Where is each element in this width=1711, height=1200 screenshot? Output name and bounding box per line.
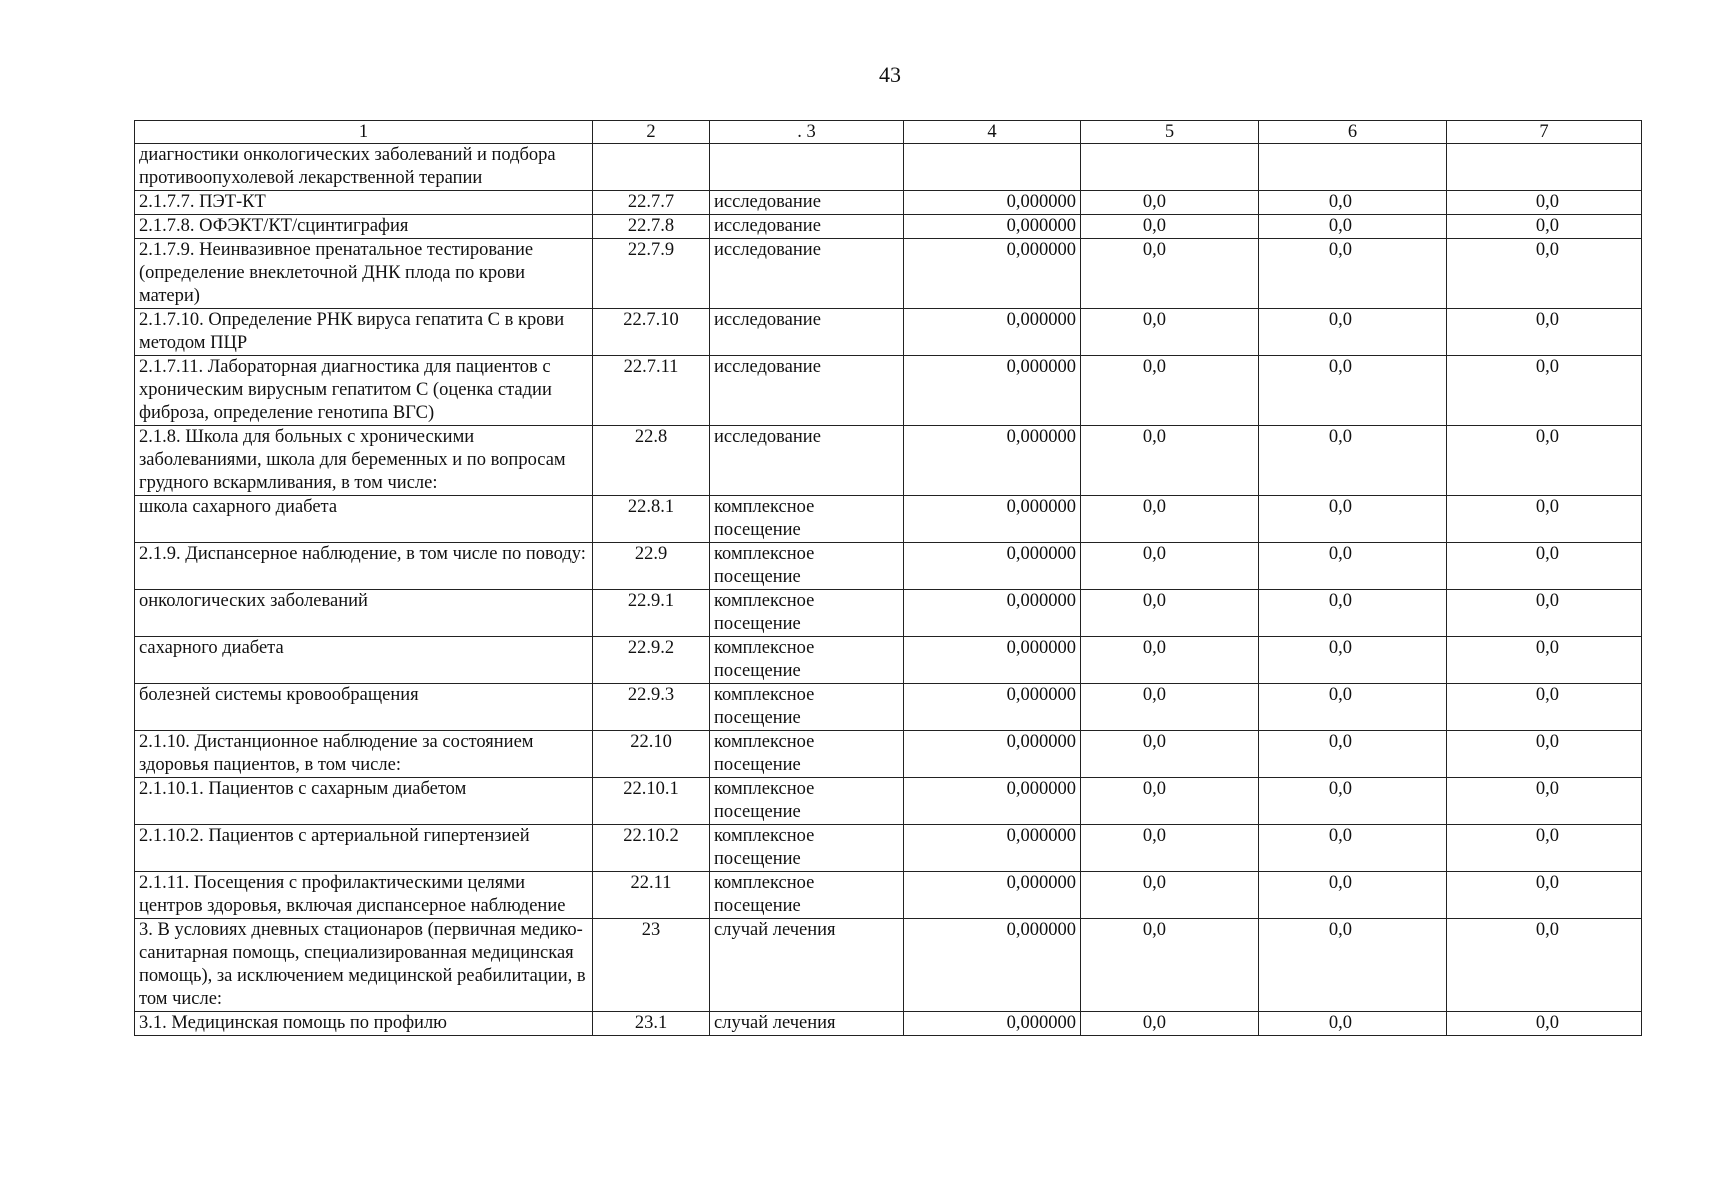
row-unit-cell: исследование: [710, 215, 904, 239]
row-value-col4-cell: 0,000000: [904, 309, 1081, 356]
row-code-cell: 22.10.1: [593, 778, 710, 825]
column-header: 7: [1447, 121, 1642, 144]
row-value-col6-cell: 0,0: [1259, 778, 1447, 825]
row-name-cell: 3. В условиях дневных стационаров (первичная медико-санитарная помощь, специализированная медицинская помощь), за исключением медицинской реабилитации, в том числе:: [135, 919, 593, 1012]
row-value-col5-cell: 0,0: [1081, 191, 1259, 215]
row-value-col6-cell: 0,0: [1259, 426, 1447, 496]
table-row: [135, 825, 1642, 872]
row-value-col6-cell: 0,0: [1259, 239, 1447, 309]
row-unit-cell: исследование: [710, 309, 904, 356]
row-value-col7-cell: 0,0: [1447, 590, 1642, 637]
row-name-cell: сахарного диабета: [135, 637, 593, 684]
row-value-col5-cell: 0,0: [1081, 684, 1259, 731]
row-name-cell: школа сахарного диабета: [135, 496, 593, 543]
table-row: [135, 1012, 1642, 1036]
row-code-cell: 22.9: [593, 543, 710, 590]
row-value-col6-cell: 0,0: [1259, 872, 1447, 919]
row-code-cell: 22.10: [593, 731, 710, 778]
row-code-cell: 22.7.11: [593, 356, 710, 426]
row-value-col7-cell: 0,0: [1447, 496, 1642, 543]
row-value-col4-cell: 0,000000: [904, 590, 1081, 637]
row-value-col6-cell: 0,0: [1259, 637, 1447, 684]
column-header: 5: [1081, 121, 1259, 144]
row-value-col5-cell: 0,0: [1081, 309, 1259, 356]
row-value-col5-cell: [1081, 144, 1259, 191]
table-row: [135, 191, 1642, 215]
row-name-cell: 2.1.7.11. Лабораторная диагностика для пациентов с хроническим вирусным гепатитом С (оценка стадии фиброза, определение генотипа ВГС): [135, 356, 593, 426]
row-value-col7-cell: 0,0: [1447, 778, 1642, 825]
row-value-col6-cell: 0,0: [1259, 191, 1447, 215]
row-value-col7-cell: 0,0: [1447, 637, 1642, 684]
row-code-cell: 22.8.1: [593, 496, 710, 543]
row-code-cell: 22.7.8: [593, 215, 710, 239]
row-value-col7-cell: 0,0: [1447, 684, 1642, 731]
table-row: [135, 543, 1642, 590]
row-unit-cell: комплексное посещение: [710, 778, 904, 825]
row-unit-cell: комплексное посещение: [710, 872, 904, 919]
table-row: [135, 144, 1642, 191]
row-value-col4-cell: 0,000000: [904, 778, 1081, 825]
row-value-col7-cell: 0,0: [1447, 872, 1642, 919]
table-row: [135, 637, 1642, 684]
row-name-cell: диагностики онкологических заболеваний и подбора противоопухолевой лекарственной терапии: [135, 144, 593, 191]
row-unit-cell: случай лечения: [710, 919, 904, 1012]
row-unit-cell: комплексное посещение: [710, 684, 904, 731]
row-value-col5-cell: 0,0: [1081, 825, 1259, 872]
row-value-col7-cell: 0,0: [1447, 731, 1642, 778]
row-value-col4-cell: 0,000000: [904, 637, 1081, 684]
row-value-col7-cell: 0,0: [1447, 191, 1642, 215]
row-value-col4-cell: 0,000000: [904, 239, 1081, 309]
row-unit-cell: [710, 144, 904, 191]
row-value-col4-cell: 0,000000: [904, 426, 1081, 496]
row-value-col7-cell: 0,0: [1447, 426, 1642, 496]
row-value-col5-cell: 0,0: [1081, 239, 1259, 309]
row-code-cell: 23.1: [593, 1012, 710, 1036]
row-value-col4-cell: 0,000000: [904, 919, 1081, 1012]
row-unit-cell: исследование: [710, 239, 904, 309]
row-value-col5-cell: 0,0: [1081, 872, 1259, 919]
row-code-cell: 22.9.2: [593, 637, 710, 684]
row-unit-cell: комплексное посещение: [710, 543, 904, 590]
row-value-col4-cell: 0,000000: [904, 356, 1081, 426]
column-header: 6: [1259, 121, 1447, 144]
row-value-col4-cell: [904, 144, 1081, 191]
row-value-col4-cell: 0,000000: [904, 215, 1081, 239]
row-value-col6-cell: 0,0: [1259, 684, 1447, 731]
column-header: 2: [593, 121, 710, 144]
row-value-col7-cell: 0,0: [1447, 356, 1642, 426]
row-name-cell: 2.1.10.1. Пациентов с сахарным диабетом: [135, 778, 593, 825]
row-value-col5-cell: 0,0: [1081, 1012, 1259, 1036]
row-value-col7-cell: 0,0: [1447, 919, 1642, 1012]
row-value-col6-cell: 0,0: [1259, 1012, 1447, 1036]
row-value-col5-cell: 0,0: [1081, 919, 1259, 1012]
row-value-col4-cell: 0,000000: [904, 731, 1081, 778]
row-unit-cell: комплексное посещение: [710, 825, 904, 872]
row-value-col6-cell: 0,0: [1259, 919, 1447, 1012]
row-value-col6-cell: 0,0: [1259, 590, 1447, 637]
row-unit-cell: комплексное посещение: [710, 590, 904, 637]
row-name-cell: онкологических заболеваний: [135, 590, 593, 637]
table-row: [135, 356, 1642, 426]
table-row: [135, 731, 1642, 778]
row-name-cell: 2.1.10. Дистанционное наблюдение за состоянием здоровья пациентов, в том числе:: [135, 731, 593, 778]
table-row: [135, 684, 1642, 731]
row-unit-cell: комплексное посещение: [710, 637, 904, 684]
row-value-col5-cell: 0,0: [1081, 778, 1259, 825]
row-code-cell: 22.9.3: [593, 684, 710, 731]
row-value-col5-cell: 0,0: [1081, 590, 1259, 637]
row-value-col6-cell: 0,0: [1259, 543, 1447, 590]
row-value-col5-cell: 0,0: [1081, 637, 1259, 684]
row-code-cell: 22.10.2: [593, 825, 710, 872]
row-value-col5-cell: 0,0: [1081, 543, 1259, 590]
column-header: 4: [904, 121, 1081, 144]
row-value-col7-cell: 0,0: [1447, 825, 1642, 872]
row-value-col4-cell: 0,000000: [904, 191, 1081, 215]
row-code-cell: 22.7.7: [593, 191, 710, 215]
row-value-col6-cell: 0,0: [1259, 309, 1447, 356]
table-row: [135, 872, 1642, 919]
row-value-col7-cell: 0,0: [1447, 309, 1642, 356]
row-name-cell: 2.1.9. Диспансерное наблюдение, в том числе по поводу:: [135, 543, 593, 590]
row-value-col7-cell: 0,0: [1447, 239, 1642, 309]
row-name-cell: болезней системы кровообращения: [135, 684, 593, 731]
row-name-cell: 2.1.11. Посещения с профилактическими целями центров здоровья, включая диспансерное наблюдение: [135, 872, 593, 919]
table-body: [135, 144, 1642, 1036]
column-header: 1: [135, 121, 593, 144]
row-value-col6-cell: 0,0: [1259, 356, 1447, 426]
row-name-cell: 2.1.7.9. Неинвазивное пренатальное тестирование (определение внеклеточной ДНК плода по крови матери): [135, 239, 593, 309]
row-unit-cell: исследование: [710, 356, 904, 426]
table-row: [135, 590, 1642, 637]
row-unit-cell: случай лечения: [710, 1012, 904, 1036]
row-value-col4-cell: 0,000000: [904, 825, 1081, 872]
row-name-cell: 3.1. Медицинская помощь по профилю: [135, 1012, 593, 1036]
row-value-col7-cell: 0,0: [1447, 215, 1642, 239]
table-row: [135, 239, 1642, 309]
row-value-col4-cell: 0,000000: [904, 1012, 1081, 1036]
row-value-col6-cell: 0,0: [1259, 215, 1447, 239]
data-table: [134, 120, 1642, 1036]
row-value-col4-cell: 0,000000: [904, 872, 1081, 919]
row-value-col7-cell: 0,0: [1447, 543, 1642, 590]
table-row: [135, 215, 1642, 239]
row-value-col7-cell: [1447, 144, 1642, 191]
row-value-col5-cell: 0,0: [1081, 215, 1259, 239]
row-name-cell: 2.1.7.10. Определение РНК вируса гепатита С в крови методом ПЦР: [135, 309, 593, 356]
row-name-cell: 2.1.7.8. ОФЭКТ/КТ/сцинтиграфия: [135, 215, 593, 239]
row-value-col5-cell: 0,0: [1081, 426, 1259, 496]
row-value-col4-cell: 0,000000: [904, 684, 1081, 731]
row-value-col4-cell: 0,000000: [904, 543, 1081, 590]
page-number: 43: [879, 62, 901, 87]
row-name-cell: 2.1.10.2. Пациентов с артериальной гипертензией: [135, 825, 593, 872]
table-row: [135, 426, 1642, 496]
row-unit-cell: исследование: [710, 426, 904, 496]
row-name-cell: 2.1.8. Школа для больных с хроническими заболеваниями, школа для беременных и по вопросам грудного вскармливания, в том числе:: [135, 426, 593, 496]
row-code-cell: 22.9.1: [593, 590, 710, 637]
row-code-cell: 23: [593, 919, 710, 1012]
row-code-cell: 22.8: [593, 426, 710, 496]
column-header: . 3: [710, 121, 904, 144]
row-code-cell: 22.11: [593, 872, 710, 919]
row-value-col6-cell: 0,0: [1259, 496, 1447, 543]
table-row: [135, 496, 1642, 543]
table-row: [135, 309, 1642, 356]
row-code-cell: 22.7.9: [593, 239, 710, 309]
row-value-col5-cell: 0,0: [1081, 356, 1259, 426]
row-unit-cell: исследование: [710, 191, 904, 215]
row-code-cell: [593, 144, 710, 191]
table-row: [135, 778, 1642, 825]
row-name-cell: 2.1.7.7. ПЭТ-КТ: [135, 191, 593, 215]
row-value-col7-cell: 0,0: [1447, 1012, 1642, 1036]
row-unit-cell: комплексное посещение: [710, 496, 904, 543]
row-value-col6-cell: 0,0: [1259, 825, 1447, 872]
row-value-col5-cell: 0,0: [1081, 496, 1259, 543]
row-unit-cell: комплексное посещение: [710, 731, 904, 778]
row-code-cell: 22.7.10: [593, 309, 710, 356]
row-value-col6-cell: 0,0: [1259, 731, 1447, 778]
row-value-col6-cell: [1259, 144, 1447, 191]
header-row: [135, 121, 1642, 144]
row-value-col5-cell: 0,0: [1081, 731, 1259, 778]
table-row: [135, 919, 1642, 1012]
row-value-col4-cell: 0,000000: [904, 496, 1081, 543]
